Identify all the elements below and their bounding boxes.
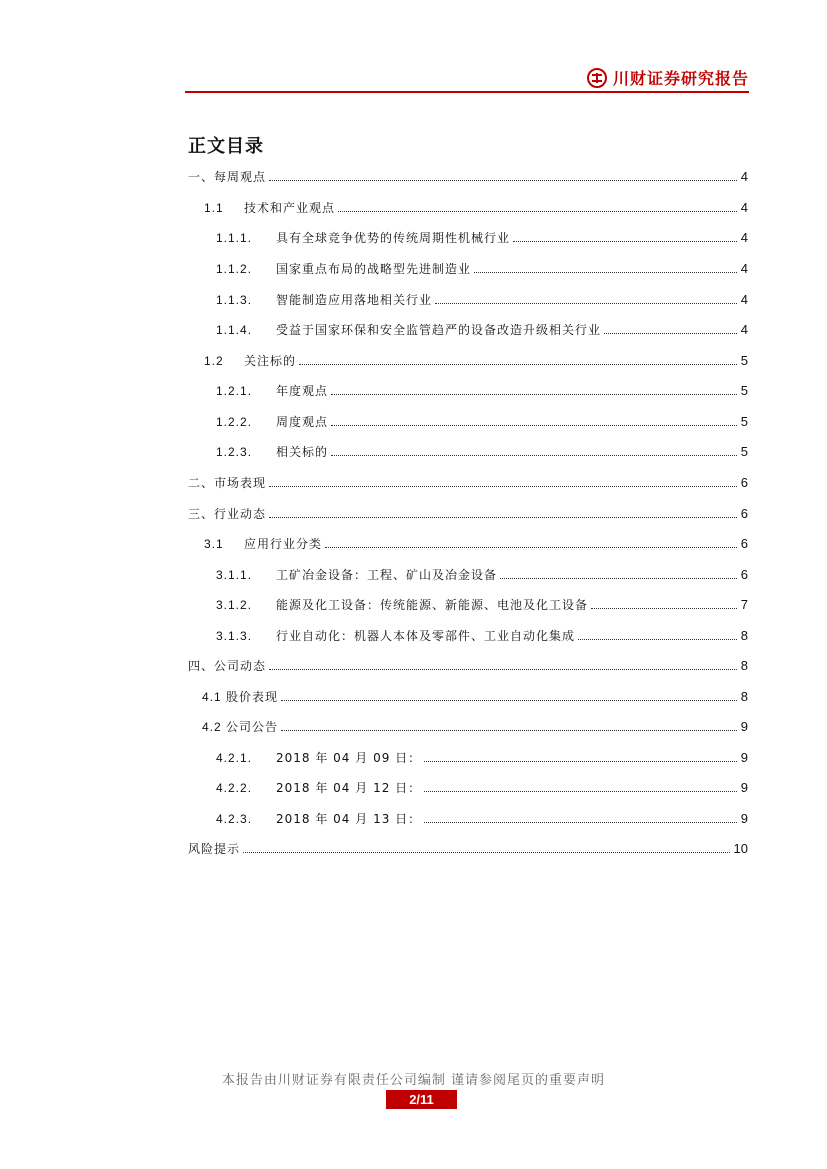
toc-leader-dots bbox=[325, 547, 737, 548]
page-number-badge: 2/11 bbox=[386, 1090, 457, 1109]
toc-entry[interactable] bbox=[188, 810, 748, 828]
toc-entry-page: 6 bbox=[740, 475, 748, 490]
toc-entry-page: 6 bbox=[740, 567, 748, 582]
toc-entry-page: 5 bbox=[740, 383, 748, 398]
toc-entry-title: 具有全球竞争优势的传统周期性机械行业 bbox=[276, 231, 511, 245]
toc-leader-dots bbox=[513, 241, 737, 242]
toc-leader-dots bbox=[331, 455, 737, 456]
toc-leader-dots bbox=[591, 608, 737, 609]
toc-entry-title: 四、公司动态 bbox=[188, 659, 267, 673]
toc-entry-page: 4 bbox=[740, 230, 748, 245]
toc-entry-title: 受益于国家环保和安全监管趋严的设备改造升级相关行业 bbox=[276, 323, 602, 337]
toc-entry[interactable] bbox=[188, 596, 748, 614]
toc-entry-number: 4.2 bbox=[202, 720, 222, 734]
toc-entry[interactable] bbox=[188, 291, 748, 309]
toc-entry-page: 6 bbox=[740, 536, 748, 551]
toc-entry-page: 4 bbox=[740, 322, 748, 337]
toc-entry-title: 一、每周观点 bbox=[188, 170, 267, 184]
toc-entry[interactable] bbox=[188, 443, 748, 461]
toc-entry-number: 1.1.1. bbox=[216, 231, 253, 245]
toc-entry-page: 4 bbox=[740, 261, 748, 276]
toc-entry-page: 7 bbox=[740, 597, 748, 612]
header-divider bbox=[185, 91, 749, 93]
toc-leader-dots bbox=[269, 669, 737, 670]
toc-entry[interactable] bbox=[188, 535, 748, 553]
toc-entry-title: 能源及化工设备：传统能源、新能源、电池及化工设备 bbox=[276, 598, 589, 612]
toc-entry-page: 9 bbox=[740, 750, 748, 765]
toc-entry[interactable] bbox=[188, 688, 748, 706]
toc-entry-page: 5 bbox=[740, 353, 748, 368]
toc-entry[interactable] bbox=[188, 260, 748, 278]
toc-entry-page: 10 bbox=[733, 841, 748, 856]
toc-leader-dots bbox=[578, 639, 737, 640]
toc-entry-number: 1.1.2. bbox=[216, 262, 253, 276]
toc-entry-number: 1.1.3. bbox=[216, 293, 253, 307]
toc-entry[interactable] bbox=[188, 566, 748, 584]
toc-leader-dots bbox=[424, 761, 737, 762]
toc-entry-title: 智能制造应用落地相关行业 bbox=[276, 293, 433, 307]
chuancai-logo-icon bbox=[587, 68, 607, 88]
toc-entry-number: 1.2 bbox=[204, 354, 224, 368]
toc-leader-dots bbox=[338, 211, 737, 212]
toc-entry-title: 技术和产业观点 bbox=[244, 201, 336, 215]
toc-entry-page: 4 bbox=[740, 200, 748, 215]
toc-entry-number: 4.2.2. bbox=[216, 781, 253, 795]
toc-leader-dots bbox=[424, 822, 737, 823]
toc-entry-title: 年度观点 bbox=[276, 384, 329, 398]
toc-entry-page: 9 bbox=[740, 719, 748, 734]
toc-entry-title: 关注标的 bbox=[244, 354, 297, 368]
toc-leader-dots bbox=[474, 272, 737, 273]
toc-entry-number: 1.2.1. bbox=[216, 384, 253, 398]
toc-leader-dots bbox=[243, 852, 730, 853]
toc-entry[interactable] bbox=[188, 505, 748, 523]
toc-entry-number: 3.1.1. bbox=[216, 568, 253, 582]
toc-entry-title: 公司公告 bbox=[226, 720, 279, 734]
toc-entry[interactable] bbox=[188, 840, 748, 858]
toc-entry-page: 4 bbox=[740, 292, 748, 307]
toc-entry[interactable] bbox=[188, 168, 748, 186]
toc-leader-dots bbox=[281, 730, 737, 731]
toc-entry-title: 国家重点布局的战略型先进制造业 bbox=[276, 262, 472, 276]
footer-disclaimer: 本报告由川财证券有限责任公司编制 谨请参阅尾页的重要声明 bbox=[221, 1073, 606, 1088]
toc-leader-dots bbox=[424, 791, 737, 792]
toc-entry-title: 二、市场表现 bbox=[188, 476, 267, 490]
toc-entry-page: 6 bbox=[740, 506, 748, 521]
toc-entry-title: 工矿冶金设备：工程、矿山及冶金设备 bbox=[276, 568, 498, 582]
toc-leader-dots bbox=[269, 486, 737, 487]
toc-entry[interactable] bbox=[188, 413, 748, 431]
toc-entry-title: 2018 年 04 月 09 日： bbox=[276, 751, 422, 765]
toc-entry-page: 8 bbox=[740, 689, 748, 704]
toc-entry-page: 9 bbox=[740, 780, 748, 795]
toc-entry-number: 1.1.4. bbox=[216, 323, 253, 337]
toc-leader-dots bbox=[331, 425, 737, 426]
toc-entry-title: 2018 年 04 月 13 日： bbox=[276, 812, 422, 826]
toc-entry-page: 4 bbox=[740, 169, 748, 184]
toc-entry[interactable] bbox=[188, 352, 748, 370]
toc-entry-title: 股价表现 bbox=[226, 690, 279, 704]
toc-entry[interactable] bbox=[188, 779, 748, 797]
toc-entry-title: 三、行业动态 bbox=[188, 507, 267, 521]
toc-entry-page: 5 bbox=[740, 444, 748, 459]
toc-entry-number: 4.2.1. bbox=[216, 751, 253, 765]
toc-entry[interactable] bbox=[188, 229, 748, 247]
toc-entry-title: 行业自动化：机器人本体及零部件、工业自动化集成 bbox=[276, 629, 576, 643]
report-header-brand bbox=[587, 66, 749, 89]
toc-leader-dots bbox=[604, 333, 737, 334]
toc-leader-dots bbox=[331, 394, 737, 395]
toc-leader-dots bbox=[435, 303, 737, 304]
toc-entry[interactable] bbox=[188, 657, 748, 675]
toc-entry[interactable] bbox=[188, 627, 748, 645]
toc-entry[interactable] bbox=[188, 749, 748, 767]
toc-entry-page: 8 bbox=[740, 628, 748, 643]
toc-entry-title: 周度观点 bbox=[276, 415, 329, 429]
toc-entry[interactable] bbox=[188, 382, 748, 400]
toc-entry-number: 3.1.2. bbox=[216, 598, 253, 612]
toc-entry-page: 8 bbox=[740, 658, 748, 673]
toc-entry-number: 1.2.2. bbox=[216, 415, 253, 429]
toc-entry-title: 2018 年 04 月 12 日： bbox=[276, 781, 422, 795]
toc-entry-number: 4.1 bbox=[202, 690, 222, 704]
toc-entry[interactable] bbox=[188, 321, 748, 339]
toc-entry-number: 1.1 bbox=[204, 201, 224, 215]
toc-leader-dots bbox=[299, 364, 737, 365]
toc-entry-page: 9 bbox=[740, 811, 748, 826]
toc-leader-dots bbox=[281, 700, 737, 701]
toc-entry[interactable] bbox=[188, 474, 748, 492]
toc-entry-title: 风险提示 bbox=[188, 842, 241, 856]
toc-entry-title: 相关标的 bbox=[276, 445, 329, 459]
toc-entry-number: 3.1 bbox=[204, 537, 224, 551]
toc-entry[interactable] bbox=[188, 718, 748, 736]
toc-leader-dots bbox=[269, 180, 737, 181]
toc-entry-title: 应用行业分类 bbox=[244, 537, 323, 551]
toc-entry[interactable] bbox=[188, 199, 748, 217]
toc-leader-dots bbox=[269, 517, 737, 518]
brand-title: 川财证券研究报告 bbox=[612, 69, 749, 88]
toc-leader-dots bbox=[500, 578, 737, 579]
toc-entry-number: 4.2.3. bbox=[216, 812, 253, 826]
toc-entry-page: 5 bbox=[740, 414, 748, 429]
toc-entry-number: 1.2.3. bbox=[216, 445, 253, 459]
toc-entry-number: 3.1.3. bbox=[216, 629, 253, 643]
toc-title: 正文目录 bbox=[188, 136, 264, 157]
